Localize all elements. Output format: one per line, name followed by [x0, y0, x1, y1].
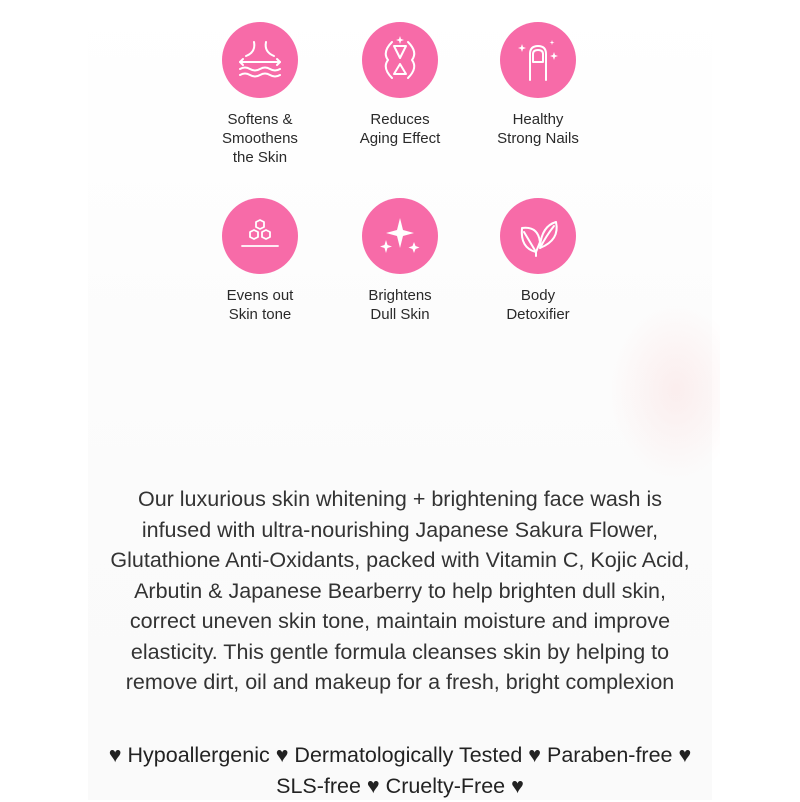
leaf-icon: [500, 198, 576, 274]
benefit-label: Healthy Strong Nails: [497, 111, 579, 147]
benefit-label: Reduces Aging Effect: [359, 111, 441, 147]
wave-arrows-icon: [222, 22, 298, 98]
benefit-tone: [190, 198, 330, 324]
benefit-aging: [330, 22, 470, 148]
benefit-label: Evens out Skin tone: [226, 287, 294, 323]
sparkles-icon: [362, 198, 438, 274]
benefit-nails: [468, 22, 608, 148]
product-description: Our luxurious skin whitening + brightening face wash is infused with ultra-nourishing Japanese Sakura Flower, Glutathione Anti-Oxidants, packed with Vitamin C, Kojic Acid, Arbutin & Japanese Bearberry to help brighten dull skin, correct uneven skin tone, maintain moisture and improve elasticity. This gentle formula cleanses skin by helping to remove dirt, oil and makeup for a fresh, bright complexion: [110, 487, 690, 694]
benefit-label: Softens & Smoothens the Skin: [222, 111, 298, 166]
benefit-label: Body Detoxifier: [506, 287, 570, 323]
benefit-brightens: [330, 198, 470, 324]
product-badges: ♥ Hypoallergenic ♥ Dermatologically Tested ♥ Paraben-free ♥ SLS-free ♥ Cruelty-Free ♥: [108, 743, 692, 798]
hourglass-icon: [362, 22, 438, 98]
nail-sparkle-icon: [500, 22, 576, 98]
benefit-label: Brightens Dull Skin: [368, 287, 432, 323]
benefit-softens: [190, 22, 330, 167]
honeycomb-icon: [222, 198, 298, 274]
benefit-detox: [468, 198, 608, 324]
